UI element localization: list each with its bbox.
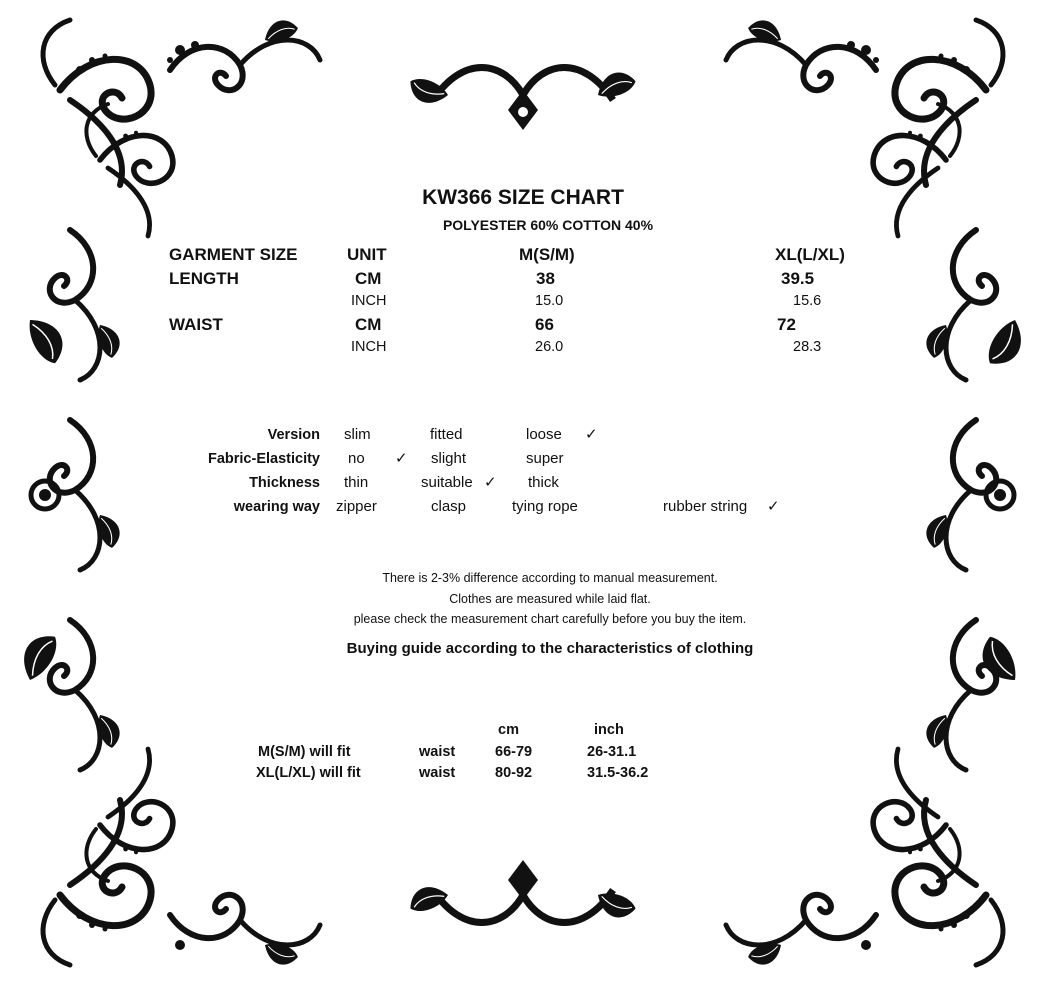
note-laid-flat: Clothes are measured while laid flat. xyxy=(449,592,651,606)
thickness-suitable: suitable xyxy=(421,474,473,491)
waist-cm-m: 66 xyxy=(535,315,554,334)
elasticity-no: no xyxy=(348,450,365,467)
header-size-m: M(S/M) xyxy=(519,245,575,264)
length-unit-cm: CM xyxy=(355,269,382,288)
row-label-waist: WAIST xyxy=(169,315,223,334)
length-inch-xl: 15.6 xyxy=(793,293,822,309)
guide-row-label: M(S/M) will fit xyxy=(258,744,351,760)
wearing-rubber-string: rubber string xyxy=(663,498,748,515)
waist-unit-cm: CM xyxy=(355,315,382,334)
elasticity-slight: slight xyxy=(431,450,467,467)
waist-unit-inch: INCH xyxy=(351,339,387,355)
buying-guide-title: Buying guide according to the characteristics of clothing xyxy=(346,640,754,657)
length-cm-xl: 39.5 xyxy=(781,269,815,288)
wearing-zipper: zipper xyxy=(336,498,377,515)
waist-inch-xl: 28.3 xyxy=(793,339,822,355)
wearing-tying-rope: tying rope xyxy=(512,498,578,515)
length-unit-inch: INCH xyxy=(351,293,387,309)
page-title: KW366 SIZE CHART xyxy=(422,186,624,209)
version-slim: slim xyxy=(344,426,371,443)
note-check-chart: please check the measurement chart carefully before you buy the item. xyxy=(353,612,747,626)
waist-cm-xl: 72 xyxy=(777,315,796,334)
waist-inch-m: 26.0 xyxy=(535,339,564,355)
guide-row-part: waist xyxy=(419,744,456,760)
wearing-check-icon: ✓ xyxy=(767,498,780,515)
guide-row-cm: 66-79 xyxy=(495,744,533,760)
wearing-clasp: clasp xyxy=(431,498,467,515)
guide-row-cm: 80-92 xyxy=(495,765,533,781)
guide-header-inch: inch xyxy=(594,722,624,738)
header-garment-size: GARMENT SIZE xyxy=(169,245,298,264)
header-size-xl: XL(L/XL) xyxy=(775,245,845,264)
guide-row-part: waist xyxy=(419,765,456,781)
feature-label-elasticity: Fabric-Elasticity xyxy=(207,451,320,467)
thickness-check-icon: ✓ xyxy=(484,474,497,491)
guide-row-inch: 31.5-36.2 xyxy=(587,765,649,781)
thickness-thin: thin xyxy=(344,474,369,491)
version-loose: loose xyxy=(526,426,562,443)
guide-header-cm: cm xyxy=(498,722,519,738)
feature-label-version: Version xyxy=(267,427,320,443)
length-inch-m: 15.0 xyxy=(535,293,564,309)
thickness-thick: thick xyxy=(528,474,559,491)
note-difference: There is 2-3% difference according to manual measurement. xyxy=(382,571,718,585)
elasticity-super: super xyxy=(526,450,564,467)
feature-label-thickness: Thickness xyxy=(249,475,320,491)
version-fitted: fitted xyxy=(430,426,463,443)
row-label-length: LENGTH xyxy=(169,269,239,288)
header-unit: UNIT xyxy=(347,245,387,264)
material-subtitle: POLYESTER 60% COTTON 40% xyxy=(442,217,654,233)
version-check-icon: ✓ xyxy=(585,426,598,443)
guide-row-inch: 26-31.1 xyxy=(587,744,637,760)
guide-row-label: XL(L/XL) will fit xyxy=(256,765,361,781)
feature-label-wearing-way: wearing way xyxy=(233,499,320,515)
length-cm-m: 38 xyxy=(536,269,555,288)
elasticity-check-icon: ✓ xyxy=(395,450,408,467)
